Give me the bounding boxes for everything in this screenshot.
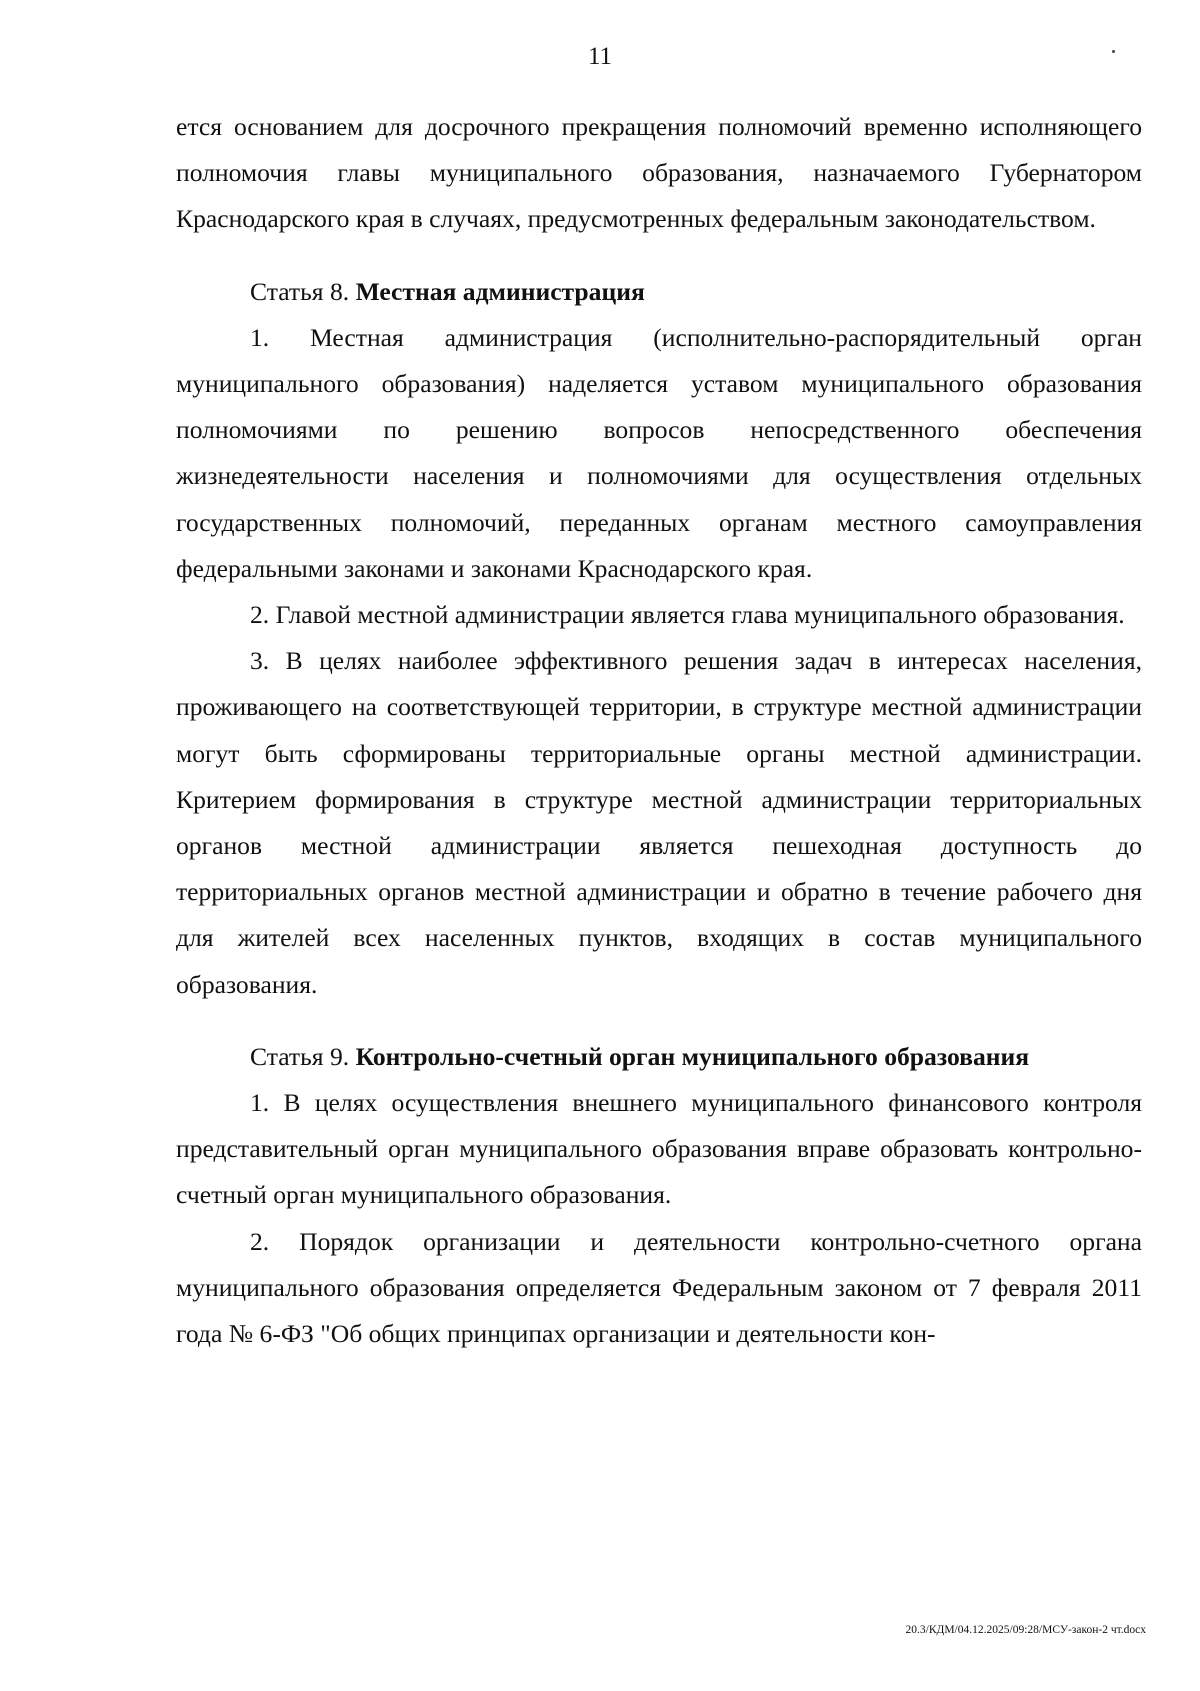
document-body — [176, 104, 1142, 1357]
article-9-title: Контрольно-счетный орган муниципального образования — [355, 1041, 1030, 1071]
scan-speck — [1112, 50, 1115, 53]
article-8-heading — [176, 269, 1142, 315]
footer-file-stamp: 20.3/КДМ/04.12.2025/09:28/МСУ-закон-2 чт.docx — [905, 1624, 1146, 1636]
article-9-paragraph-1: 1. В целях осуществления внешнего муниципального финансового контроля представительный орган муниципального образования вправе образовать контрольно-счетный орган муниципального образования. — [176, 1088, 1142, 1210]
page-number: 11 — [587, 43, 613, 70]
article-9-prefix: Статья 9. — [250, 1041, 356, 1071]
article-8-title: Местная администрация — [355, 276, 645, 306]
continuation-paragraph: ется основанием для досрочного прекращения полномочий временно исполняющего полномочия главы муниципального образования, назначаемого Губернатором Краснодарского края в случаях, предусмотренных федеральным законодательством. — [176, 112, 1142, 234]
article-9-paragraph-2: 2. Порядок организации и деятельности контрольно-счетного органа муниципального образования определяется Федеральным законом от 7 февраля 2011 года № 6-ФЗ "Об общих принципах организации и деятельности кон- — [176, 1226, 1142, 1349]
article-8-paragraph-1: 1. Местная администрация (исполнительно-распорядительный орган муниципального образования) наделяется уставом муниципального образования полномочиями по решению вопросов непосредственного обеспечения жизнедеятельности населения и полномочиями для осуществления отдельных государственных полномочий, переданных органам местного самоуправления федеральными законами и законами Краснодарского края. — [176, 322, 1142, 583]
article-8-paragraph-2: 2. Главой местной администрации является глава муниципального образования. — [250, 600, 1125, 630]
article-8-paragraph-3: 3. В целях наиболее эффективного решения задач в интересах населения, проживающего на соответствующей территории, в структуре местной администрации могут быть сформированы территориальные органы местной администрации. Критерием формирования в структуре местной администрации территориальных органов местной администрации является пешеходная доступность до территориальных органов местной администрации и обратно в течение рабочего дня для жителей всех населенных пунктов, входящих в состав муниципального образования. — [176, 646, 1142, 999]
article-8-prefix: Статья 8. — [250, 276, 356, 306]
article-9-heading — [176, 1034, 1142, 1080]
